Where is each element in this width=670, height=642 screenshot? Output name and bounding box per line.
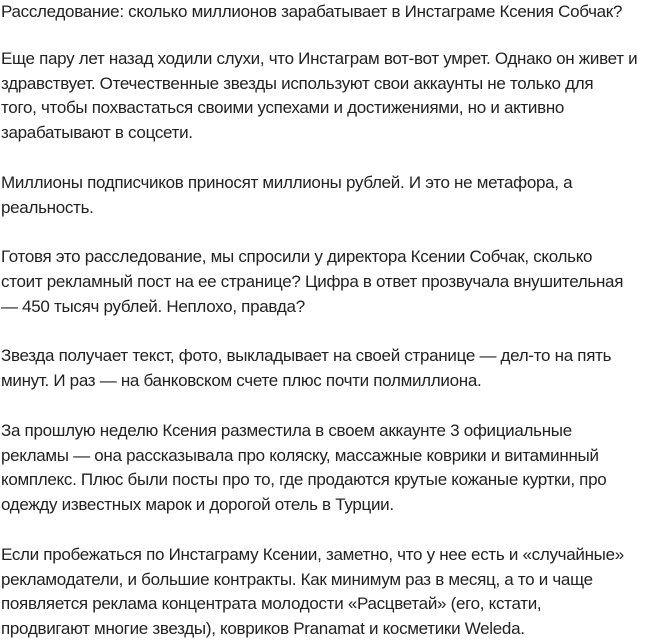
article-title: Расследование: сколько миллионов зарабатывает в Инстаграме Ксения Собчак?	[1, 2, 623, 21]
paragraph-line: комплекс. Плюс были посты про то, где продаются крутые кожаные куртки, про	[1, 470, 607, 490]
paragraph-line: реальность.	[1, 197, 94, 217]
paragraph	[1, 171, 670, 221]
paragraph-line: минут. И раз — на банковском счете плюс почти полмиллиона.	[1, 371, 482, 391]
paragraph-line: продвигают многие звезды), ковриков Pranamat и косметики Weleda.	[1, 619, 525, 639]
paragraph-line: — 450 тысяч рублей. Неплохо, правда?	[1, 296, 305, 316]
paragraph-line: Готовя это расследование, мы спросили у директора Ксении Собчак, сколько	[1, 247, 593, 267]
paragraph-line: появляется реклама концентрата молодости «Расцветай» (его, кстати,	[1, 594, 542, 614]
paragraph-line: Миллионы подписчиков приносят миллионы рублей. И это не метафора, а	[1, 172, 573, 192]
paragraph	[1, 419, 670, 518]
paragraph	[1, 543, 670, 642]
paragraph-line: здравствует. Отечественные звезды используют свои аккаунты не только для	[1, 73, 594, 93]
paragraph-line: одежду известных марок и дорогой отель в Турции.	[1, 495, 394, 515]
article-body	[1, 47, 670, 642]
paragraph-line: Звезда получает текст, фото, выкладывает на своей странице — дел-то на пять	[1, 346, 612, 366]
paragraph	[1, 245, 670, 319]
paragraph	[1, 47, 670, 146]
paragraph-line: того, чтобы похвастаться своими успехами и достижениями, но и активно	[1, 98, 565, 118]
paragraph-line: рекламы — она рассказывала про коляску, массажные коврики и витаминный	[1, 445, 599, 465]
paragraph-line: Если пробежаться по Инстаграму Ксении, заметно, что у нее есть и «случайные»	[1, 544, 624, 564]
paragraph	[1, 344, 670, 394]
paragraph-line: стоит рекламный пост на ее странице? Цифра в ответ прозвучала внушительная	[1, 271, 624, 291]
paragraph-line: Еще пару лет назад ходили слухи, что Инстаграм вот-вот умрет. Однако он живет и	[1, 48, 638, 68]
paragraph-line: рекламодатели, и большие контракты. Как минимум раз в месяц, а то и чаще	[1, 569, 593, 589]
paragraph-line: За прошлую неделю Ксения разместила в своем аккаунте 3 официальные	[1, 420, 572, 440]
paragraph-line: зарабатывают в соцсети.	[1, 123, 193, 143]
